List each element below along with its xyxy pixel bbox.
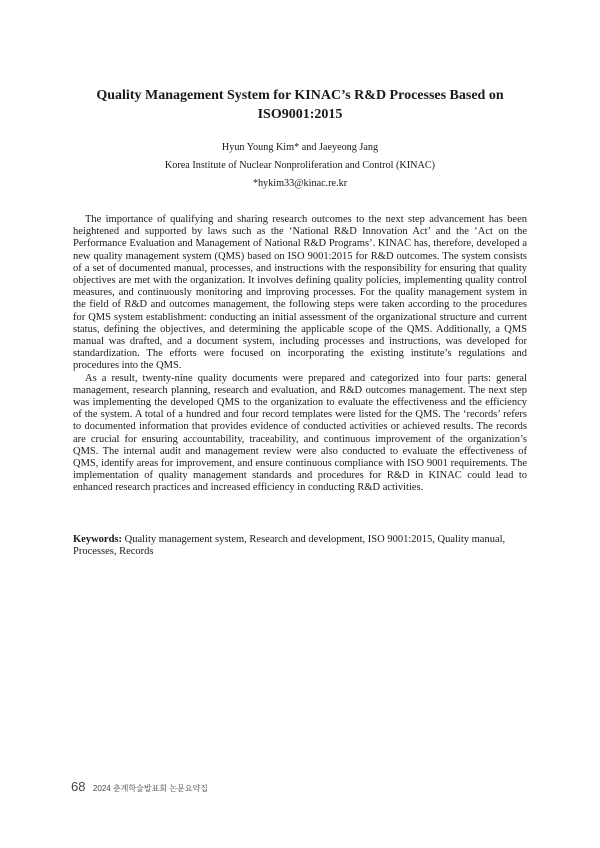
abstract — [73, 214, 527, 495]
page-number: 68 — [71, 779, 86, 794]
keywords-list: Quality management system, Research and development, ISO 9001:2015, Quality manual, Processes, Records — [73, 534, 506, 558]
page-footer — [71, 778, 208, 796]
paper-title: Quality Management System for KINAC’s R&D Processes Based on ISO9001:2015 — [96, 88, 504, 122]
abstract-paragraph-2: As a result, twenty-nine quality documents were prepared and categorized into four parts: general management, research planning, research and evaluation, and R&D outcomes management. The next step was implementing the developed QMS to the organization to evaluate the effectiveness and the efficiency of the system. A total of a hundred and four record templates were listed for the QMS. The ‘records’ refers to documented information that provides evidence of conducted activities or achieved results. The records are crucial for ensuring accountability, traceability, and continuous improvement of the organization’s QMS. The internal audit and management review were also conducted to evaluate the effectiveness of QMS, identify areas for improvement, and ensure continuous compliance with ISO 9001 requirements. The implementation of quality management standards and procedures for R&D in KINAC could lead to enhanced research practices and increased efficiency in conducting R&D activities. — [73, 372, 527, 494]
keywords-label: Keywords: — [73, 534, 122, 545]
keywords — [73, 534, 527, 559]
affiliation: Korea Institute of Nuclear Nonproliferation and Control (KINAC) — [164, 160, 436, 171]
abstract-paragraph-1: The importance of qualifying and sharing research outcomes to the next step advancement has been heightened and supported by laws such as the ‘National R&D Innovation Act’ and the ‘Act on the Performance Evaluation and Management of National R&D Programs’. KINAC has, therefore, developed a new quality management system (QMS) based on ISO 9001:2015 for R&D outcomes. The system consists of a set of documented manual, processes, and instructions with the responsibility for ensuring that quality objectives are met with the organization. It involves defining quality policies, implementing quality control measures, and continuously monitoring and improving processes. For the quality management system in the field of R&D and outcomes management, the following steps were taken according to the procedures for QMS system establishment: conducting an initial assessment of the organizational structure and current status, defining the objectives, and determining the applicable scope of the QMS. Additionally, a QMS manual was drafted, and a document system, including processes and instructions, was developed for standardization. The efforts were focused on incorporating the existing institute’s regulations and procedures into the QMS. — [73, 214, 527, 372]
author-email: *hykim33@kinac.re.kr — [252, 178, 348, 189]
authors: Hyun Young Kim* and Jaeyeong Jang — [221, 142, 379, 153]
footer-text: 2024 춘계학술발표회 논문요약집 — [92, 784, 208, 793]
